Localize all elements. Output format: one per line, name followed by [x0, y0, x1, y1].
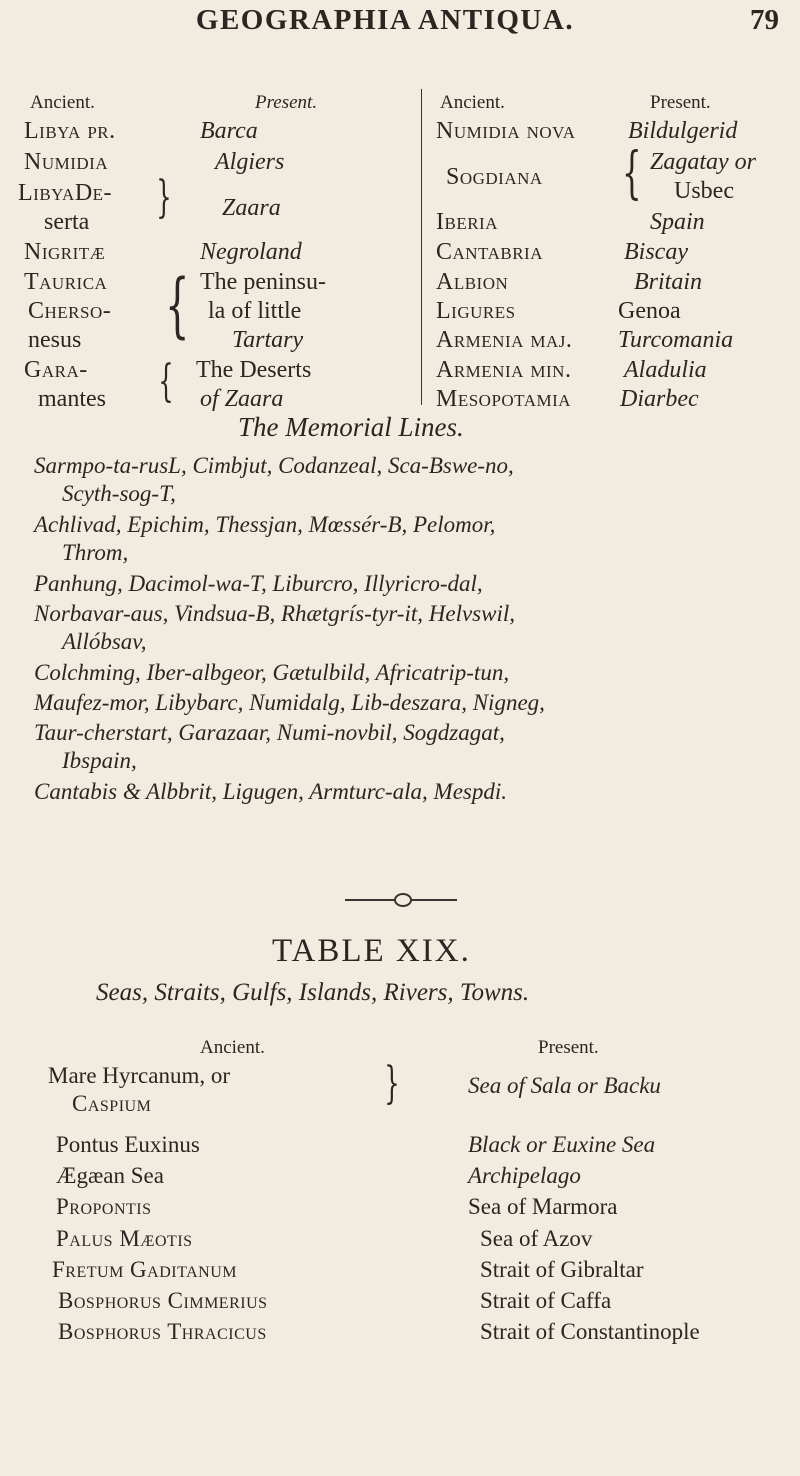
- present-name: Genoa: [618, 298, 681, 324]
- memorial-line: Panhung, Dacimol-wa-T, Liburcro, Illyricro-dal,: [34, 571, 483, 596]
- running-title: GEOGRAPHIA ANTIQUA.: [195, 4, 575, 36]
- present-name: Turcomania: [618, 327, 734, 353]
- memorial-title: The Memorial Lines.: [238, 412, 464, 442]
- ancient-name: Propontis: [56, 1194, 152, 1219]
- memorial-line: Achlivad, Epichim, Thessjan, Mœssér-B, Pelomor,: [34, 512, 496, 537]
- ancient-name: LibyaDe-: [18, 180, 113, 206]
- ancient-name: Ægæan Sea: [56, 1163, 164, 1188]
- present-name: Black or Euxine Sea: [468, 1132, 656, 1157]
- memorial-line: Cantabis & Albbrit, Ligugen, Armturc-ala, Mespdi.: [34, 779, 508, 804]
- ancient-name: Bosphorus Cimmerius: [58, 1288, 268, 1313]
- present-name-cont: Usbec: [674, 178, 734, 204]
- present-name: Diarbec: [620, 386, 699, 412]
- ancient-name-cont: nesus: [28, 327, 82, 353]
- memorial-line: Taur-cherstart, Garazaar, Numi-novbil, Sogdzagat,: [34, 720, 505, 745]
- left-heading-present: Present.: [255, 92, 318, 113]
- ancient-name: Iberia: [436, 209, 498, 235]
- ancient-name-cont: mantes: [38, 386, 106, 412]
- present-name: The Deserts: [196, 357, 312, 383]
- page-number: 79: [750, 4, 779, 36]
- table-subtitle: Seas, Straits, Gulfs, Islands, Rivers, Towns.: [96, 979, 530, 1006]
- present-name: Biscay: [624, 239, 688, 265]
- brace-glyph: {: [158, 356, 174, 407]
- brace-glyph: }: [156, 172, 172, 223]
- memorial-line: Sarmpo-ta-rusL, Cimbjut, Codanzeal, Sca-Bswe-no,: [34, 453, 514, 478]
- brace-glyph: {: [165, 264, 190, 346]
- column-divider: [421, 89, 422, 405]
- ancient-name: Numidia: [24, 149, 109, 175]
- ancient-name: Taurica: [24, 269, 108, 295]
- memorial-line: Maufez-mor, Libybarc, Numidalg, Lib-deszara, Nigneg,: [34, 690, 545, 715]
- table-title: TABLE XIX.: [272, 933, 471, 969]
- ancient-name: Palus Mæotis: [56, 1226, 193, 1251]
- present-name-cont: of Zaara: [200, 386, 284, 412]
- present-name: Strait of Caffa: [480, 1288, 612, 1313]
- brace-glyph: {: [622, 141, 642, 206]
- present-name: Zaara: [222, 195, 281, 221]
- present-name: Zagatay or: [650, 149, 757, 175]
- present-name: Aladulia: [624, 357, 707, 383]
- memorial-line: Colchming, Iber-albgeor, Gætulbild, Africatrip-tun,: [34, 660, 510, 685]
- memorial-line: Ibspain,: [62, 748, 137, 773]
- ancient-name: Numidia nova: [436, 118, 576, 144]
- ancient-name-cont: Cherso-: [28, 298, 112, 324]
- ancient-name-cont: serta: [44, 209, 90, 235]
- memorial-line: Throm,: [62, 540, 129, 565]
- ancient-name: Armenia maj.: [436, 327, 573, 353]
- present-name: Spain: [650, 209, 705, 235]
- ancient-name: Bosphorus Thracicus: [58, 1319, 267, 1344]
- brace-glyph: }: [384, 1058, 400, 1109]
- ancient-name: Mare Hyrcanum, or: [48, 1063, 231, 1088]
- ancient-name: Mesopotamia: [436, 386, 572, 412]
- present-name: Sea of Sala or Backu: [468, 1073, 661, 1098]
- memorial-line: Norbavar-aus, Vindsua-B, Rhætgrís-tyr-it, Helvswil,: [34, 601, 515, 626]
- present-name: Archipelago: [468, 1163, 581, 1188]
- present-name-cont: la of little: [208, 298, 302, 324]
- ancient-name: Nigritæ: [24, 239, 106, 265]
- ancient-name: Pontus Euxinus: [56, 1132, 200, 1157]
- ancient-name: Armenia min.: [436, 357, 572, 383]
- memorial-line: Scyth-sog-T,: [62, 481, 176, 506]
- present-name: Sea of Marmora: [468, 1194, 618, 1219]
- present-name: Strait of Constantinople: [480, 1319, 700, 1344]
- ornamental-rule-knot: [394, 893, 412, 907]
- right-heading-present: Present.: [650, 92, 711, 113]
- ancient-name: Cantabria: [436, 239, 543, 265]
- ancient-name: Fretum Gaditanum: [52, 1257, 237, 1282]
- present-name: Bildulgerid: [628, 118, 738, 144]
- ancient-name: Libya pr.: [24, 118, 116, 144]
- present-name: Sea of Azov: [480, 1226, 593, 1251]
- ancient-name: Sogdiana: [446, 164, 543, 190]
- memorial-line: Allóbsav,: [62, 629, 147, 654]
- ancient-name: Ligures: [436, 298, 516, 324]
- ancient-name: Gara-: [24, 357, 88, 383]
- present-name: The peninsu-: [200, 269, 326, 295]
- left-heading-ancient: Ancient.: [30, 92, 95, 113]
- present-name: Algiers: [215, 149, 285, 175]
- heading-ancient: Ancient.: [200, 1037, 265, 1058]
- ancient-name: Albion: [436, 269, 509, 295]
- ancient-name-cont: Caspium: [72, 1091, 152, 1116]
- present-name: Barca: [200, 118, 258, 144]
- present-name: Britain: [634, 269, 703, 295]
- heading-present: Present.: [538, 1037, 599, 1058]
- present-name: Negroland: [200, 239, 302, 265]
- present-name: Strait of Gibraltar: [480, 1257, 644, 1282]
- present-name-cont: Tartary: [232, 327, 304, 353]
- right-heading-ancient: Ancient.: [440, 92, 505, 113]
